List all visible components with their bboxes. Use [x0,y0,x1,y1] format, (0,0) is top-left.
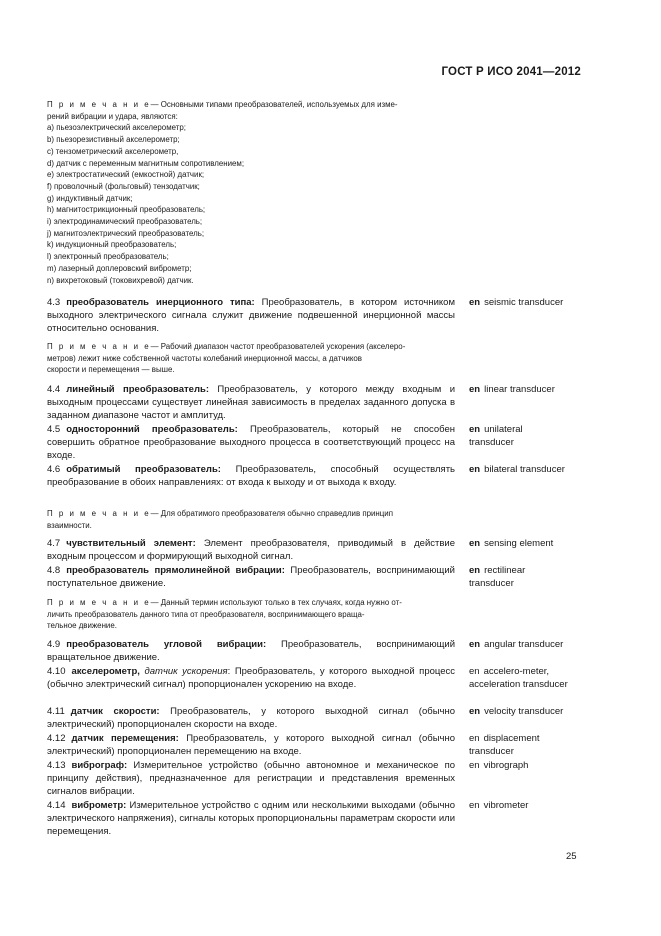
term-title: линейный преобразователь: [66,384,209,395]
term-title: преобразователь инерционного типа: [66,297,255,308]
note-list-item: l) электронный преобразователь; [47,252,169,262]
note-reciprocity: П р и м е ч а н и е— Для обратимого преобразователя обычно справедлив принцип взаимности. [47,508,459,531]
term-definition: Преобразователь, который не способен совершить обратное преобразование выходного процесса в соответствующий процесс на входе. [47,424,456,461]
term-entry-4-8 [47,564,455,590]
page-number: 25 [566,851,577,862]
note-label: П р и м е ч а н и е [47,509,151,518]
term-number: 4.12 [47,733,66,744]
note-list-item: h) магнитострикционный преобразователь; [47,205,206,215]
term-title: обратимый преобразователь: [66,464,221,475]
note-accelerometer-range: П р и м е ч а н и е— Рабочий диапазон частот преобразователей ускорения (акселеро- метров) лежит ниже собственной частоты колебаний инерционной массы, а датчиков скорости и перемещения — выше. [47,341,459,376]
term-entry-4-13 [47,759,455,798]
term-definition: Преобразователь, воспринимающий поступательное движение. [47,565,455,589]
note-list-item: m) лазерный доплеровский виброметр; [47,263,192,273]
note-line: рений вибрации и удара, являются: [47,111,178,121]
term-entry-4-7 [47,537,455,563]
term-number: 4.9 [47,639,61,650]
term-number: 4.5 [47,424,61,435]
note-list-item: f) проволочный (фольговый) тензодатчик; [47,181,200,191]
term-number: 4.3 [47,297,61,308]
term-number: 4.14 [47,800,66,811]
term-number: 4.6 [47,464,61,475]
note-list-item: i) электродинамический преобразователь; [47,217,203,227]
term-entry-4-11 [47,705,455,731]
note-list-item: c) тензометрический акселерометр, [47,146,179,156]
term-title: датчик перемещения: [71,733,179,744]
note-transducer-types: П р и м е ч а н и е— Основными типами преобразователей, используемых для изме- рений вибрации и удара, являются: a) пьезоэлектрический акселерометр; b) пьезорезистивный акселерометр; c) тензометрический акселерометр, d) датчик с переменным магнитным сопротивлением; e) электростатический (емкостной) датчик; f) проволочный (фольговый) тензодатчик; g) индуктивный датчик; h) магнитострикционный преобразователь; i) электродинамический преобразователь; j) магнитоэлектрический преобразователь; k) индукционный преобразователь; l) электронный преобразователь; m) лазерный доплеровский виброметр; n) вихретоковый (токовихревой) датчик. [47,99,459,286]
term-title: односторонний преобразователь: [66,424,238,435]
note-list-item: a) пьезоэлектрический акселерометр; [47,123,186,133]
term-definition: Преобразователь, в котором источником выходного электрического сигнала служит движение подвешенной инерционной массы относительно основания. [47,297,455,334]
en-equivalent-4-13: en vibrograph [469,760,529,771]
standard-header: ГОСТ Р ИСО 2041—2012 [441,66,581,78]
term-definition: Измерительное устройство (обычно автономное и механическое по принципу действия), предназначенное для регистрации и представления временных сигналов вибрации. [47,760,455,797]
term-number: 4.13 [47,760,66,771]
note-list-item: k) индукционный преобразователь; [47,240,177,250]
term-definition: Преобразователь, у которого выходной сигнал (обычно электрический) пропорционален скорости на входе. [47,706,456,730]
term-number: 4.7 [47,538,61,549]
term-number: 4.4 [47,384,61,395]
note-list-item: b) пьезорезистивный акселерометр; [47,135,180,145]
note-list-item: n) вихретоковый (токовихревой) датчик. [47,275,194,285]
en-equivalent-4-5: en unilateral transducer [469,424,523,448]
term-synonym: датчик ускорения [144,666,228,677]
term-title: акселерометр, [71,666,140,677]
term-definition: Измерительное устройство с одним или несколькими выходами (обычно электрического напряжения), сигналы которых пропорциональны параметрам скорости или перемещения. [47,800,456,837]
term-entry-4-12 [47,732,455,758]
term-entry-4-4 [47,383,455,422]
note-label: П р и м е ч а н и е [47,598,151,607]
term-definition: Преобразователь, способный осуществлять преобразование в обоих направлениях: от входа к выходу и от выхода к входу. [47,464,455,488]
term-entry-4-3 [47,296,455,335]
note-label: П р и м е ч а н и е [47,342,151,351]
term-title: преобразователь прямолинейной вибрации: [66,565,285,576]
term-definition: Преобразователь, у которого выходной процесс (обычно электрический сигнал) пропорционален ускорению на входе. [47,666,456,690]
en-equivalent-4-10: en accelero-meter, acceleration transducer [469,666,568,690]
note-list-item: g) индуктивный датчик; [47,193,133,203]
note-list-item: d) датчик с переменным магнитным сопротивлением; [47,158,245,168]
note-line: личить преобразователь данного типа от преобразователя, воспринимающего враща- [47,609,365,619]
en-equivalent-4-6: en bilateral transducer [469,464,565,475]
note-line: метров) лежит ниже собственной частоты колебаний инерционной массы, а датчиков [47,353,362,363]
en-equivalent-4-12: en displacement transducer [469,733,540,757]
en-equivalent-4-3: en seismic transducer [469,297,564,308]
note-line: тельное движение. [47,621,117,631]
note-label: П р и м е ч а н и е [47,100,151,109]
term-title: виброметр: [71,800,127,811]
en-equivalent-4-11: en velocity transducer [469,706,564,717]
note-list-item: e) электростатический (емкостной) датчик; [47,170,205,180]
en-equivalent-4-14: en vibrometer [469,800,529,811]
term-entry-4-6 [47,463,455,489]
term-entry-4-5 [47,423,455,462]
term-title: датчик скорости: [70,706,160,717]
term-entry-4-14 [47,799,455,838]
term-definition: Преобразователь, у которого выходной сигнал (обычно электрический) пропорционален перемещению на входе. [47,733,456,757]
note-rectilinear: П р и м е ч а н и е— Данный термин используют только в тех случаях, когда нужно от- личить преобразователь данного типа от преобразователя, воспринимающего враща- тельное движение. [47,597,459,632]
term-definition: Элемент преобразователя, приводимый в действие входным процессом и формирующий выходной сигнал. [47,538,456,562]
note-line: скорости и перемещения — выше. [47,365,175,375]
term-title: преобразователь угловой вибрации: [66,639,267,650]
en-equivalent-4-7: en sensing element [469,538,554,549]
en-equivalent-4-9: en angular transducer [469,639,564,650]
term-entry-4-9 [47,638,455,664]
term-entry-4-10: 4.10 акселерометр, датчик ускорения: Преобразователь, у которого выходной процесс (обычно электрический сигнал) пропорционален ускорению на входе. [47,666,456,690]
note-line: взаимности. [47,520,92,530]
term-number: 4.10 [47,666,66,677]
term-title: чувствительный элемент: [66,538,196,549]
term-number: 4.11 [47,706,65,717]
term-definition: Преобразователь, у которого между входным и выходным процессами существует линейная зависимость в пределах заданного допуска в заданном диапазоне частот и амплитуд. [47,384,455,421]
term-title: виброграф: [71,760,128,771]
en-equivalent-4-8: en rectilinear transducer [469,565,526,589]
term-definition: Преобразователь, воспринимающий вращательное движение. [47,639,456,663]
term-number: 4.8 [47,565,61,576]
en-equivalent-4-4: en linear transducer [469,384,555,395]
note-list-item: j) магнитоэлектрический преобразователь; [47,228,205,238]
